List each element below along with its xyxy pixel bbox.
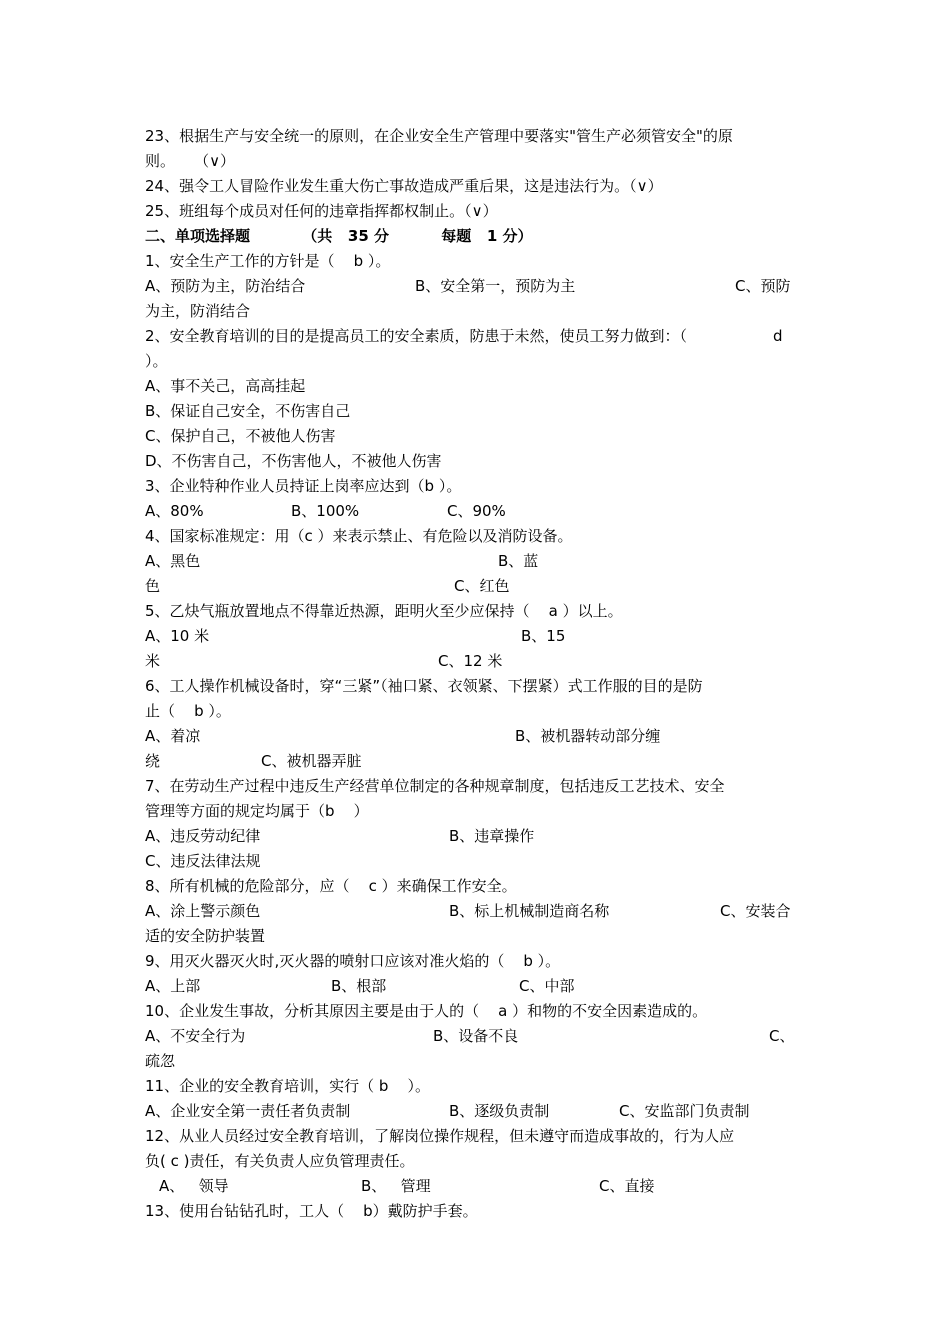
question-4: 4、国家标准规定：用（c ）来表示禁止、有危险以及消防设备。 bbox=[145, 527, 573, 545]
option-c: C、红色 bbox=[454, 577, 510, 595]
option-a: A、黑色 bbox=[145, 552, 201, 570]
option-c: C、直接 bbox=[599, 1177, 655, 1195]
question-9-options bbox=[145, 974, 805, 998]
question-6-line-1: 6、工人操作机械设备时，穿“三紧”（袖口紧、衣领紧、下摆紧）式工作服的目的是防 bbox=[145, 677, 703, 695]
question-2-option-c: C、保护自己，不被他人伤害 bbox=[145, 427, 336, 445]
section-heading: 二、单项选择题 （共 35 分 每题 1 分） bbox=[145, 227, 533, 245]
question-2-answer: d bbox=[773, 327, 783, 345]
option-b: B、安全第一，预防为主 bbox=[415, 277, 576, 295]
question-1: 1、安全生产工作的方针是（ b ）。 bbox=[145, 252, 391, 270]
question-3-options bbox=[145, 499, 805, 523]
option-a: A、涂上警示颜色 bbox=[145, 902, 261, 920]
option-c: C、12 米 bbox=[438, 652, 503, 670]
question-2-option-a: A、事不关己，高高挂起 bbox=[145, 377, 306, 395]
option-c: C、中部 bbox=[519, 977, 575, 995]
question-7-option-c: C、违反法律法规 bbox=[145, 852, 261, 870]
option-b-wrap: 绕 bbox=[145, 752, 161, 770]
question-24: 24、强令工人冒险作业发生重大伤亡事故造成严重后果，这是违法行为。（∨） bbox=[145, 177, 663, 195]
option-a: A、80% bbox=[145, 502, 204, 520]
question-2-option-b: B、保证自己安全，不伤害自己 bbox=[145, 402, 351, 420]
question-7-line-2: 管理等方面的规定均属于（b ） bbox=[145, 802, 369, 820]
option-b: B、 管理 bbox=[361, 1177, 431, 1195]
option-c: C、安装合 bbox=[720, 902, 791, 920]
question-2-option-d: D、不伤害自己，不伤害他人，不被他人伤害 bbox=[145, 452, 442, 470]
question-11: 11、企业的安全教育培训，实行（ b ）。 bbox=[145, 1077, 430, 1095]
question-7-options bbox=[145, 824, 805, 848]
question-23-line-1: 23、根据生产与安全统一的原则，在企业安全生产管理中要落实"管生产必须管安全"的原 bbox=[145, 127, 733, 145]
option-c: C、90% bbox=[447, 502, 506, 520]
question-2-line-2: ）。 bbox=[145, 352, 168, 370]
question-10-options-wrap: 疏忽 bbox=[145, 1052, 176, 1070]
question-6-options-wrap bbox=[145, 749, 805, 773]
option-a: A、不安全行为 bbox=[145, 1027, 246, 1045]
question-8-options-wrap: 适的安全防护装置 bbox=[145, 927, 266, 945]
option-b: B、逐级负责制 bbox=[449, 1102, 550, 1120]
question-4-options bbox=[145, 549, 805, 573]
question-12-options bbox=[145, 1174, 805, 1198]
option-c: C、 bbox=[769, 1027, 795, 1045]
question-4-options-wrap bbox=[145, 574, 805, 598]
question-8-options bbox=[145, 899, 805, 923]
question-10-options bbox=[145, 1024, 805, 1048]
question-11-options bbox=[145, 1099, 805, 1123]
question-12-line-2: 负( c )责任，有关负责人应负管理责任。 bbox=[145, 1152, 415, 1170]
option-c: C、预防 bbox=[735, 277, 791, 295]
question-7-line-1: 7、在劳动生产过程中违反生产经营单位制定的各种规章制度，包括违反工艺技术、安全 bbox=[145, 777, 725, 795]
option-a: A、着凉 bbox=[145, 727, 201, 745]
option-a: A、10 米 bbox=[145, 627, 210, 645]
option-a: A、上部 bbox=[145, 977, 201, 995]
question-5: 5、乙炔气瓶放置地点不得靠近热源，距明火至少应保持（ a ）以上。 bbox=[145, 602, 623, 620]
option-a: A、违反劳动纪律 bbox=[145, 827, 261, 845]
option-b: B、设备不良 bbox=[433, 1027, 519, 1045]
option-c: C、被机器弄脏 bbox=[261, 752, 362, 770]
option-c: C、安监部门负责制 bbox=[619, 1102, 750, 1120]
option-b: B、根部 bbox=[331, 977, 387, 995]
option-b: B、100% bbox=[291, 502, 360, 520]
option-b: B、标上机械制造商名称 bbox=[449, 902, 610, 920]
question-5-options bbox=[145, 624, 805, 648]
option-b: B、15 bbox=[521, 627, 566, 645]
option-a: A、预防为主，防治结合 bbox=[145, 277, 306, 295]
option-b-wrap: 米 bbox=[145, 652, 161, 670]
question-9: 9、用灭火器灭火时,灭火器的喷射口应该对准火焰的（ b ）。 bbox=[145, 952, 561, 970]
option-b: B、被机器转动部分缠 bbox=[515, 727, 661, 745]
question-2-line-1 bbox=[145, 324, 805, 348]
option-a: A、企业安全第一责任者负责制 bbox=[145, 1102, 351, 1120]
question-23-line-2: 则。 （∨） bbox=[145, 152, 236, 170]
question-25: 25、班组每个成员对任何的违章指挥都权制止。（∨） bbox=[145, 202, 498, 220]
question-1-options bbox=[145, 274, 805, 298]
question-6-options bbox=[145, 724, 805, 748]
question-1-options-wrap: 为主，防消结合 bbox=[145, 302, 251, 320]
question-13: 13、使用台钻钻孔时，工人（ b）戴防护手套。 bbox=[145, 1202, 478, 1220]
option-a: A、 领导 bbox=[159, 1177, 229, 1195]
question-8: 8、所有机械的危险部分，应（ c ）来确保工作安全。 bbox=[145, 877, 517, 895]
option-b-wrap: 色 bbox=[145, 577, 161, 595]
question-6-line-2: 止（ b ）。 bbox=[145, 702, 231, 720]
option-b: B、蓝 bbox=[498, 552, 539, 570]
question-5-options-wrap bbox=[145, 649, 805, 673]
question-12-line-1: 12、从业人员经过安全教育培训，了解岗位操作规程，但未遵守而造成事故的，行为人应 bbox=[145, 1127, 735, 1145]
question-3: 3、企业特种作业人员持证上岗率应达到（b ）。 bbox=[145, 477, 462, 495]
question-10: 10、企业发生事故，分析其原因主要是由于人的（ a ）和物的不安全因素造成的。 bbox=[145, 1002, 708, 1020]
question-2-text: 2、安全教育培训的目的是提高员工的安全素质，防患于未然，使员工努力做到：（ bbox=[145, 327, 688, 345]
option-b: B、违章操作 bbox=[449, 827, 535, 845]
